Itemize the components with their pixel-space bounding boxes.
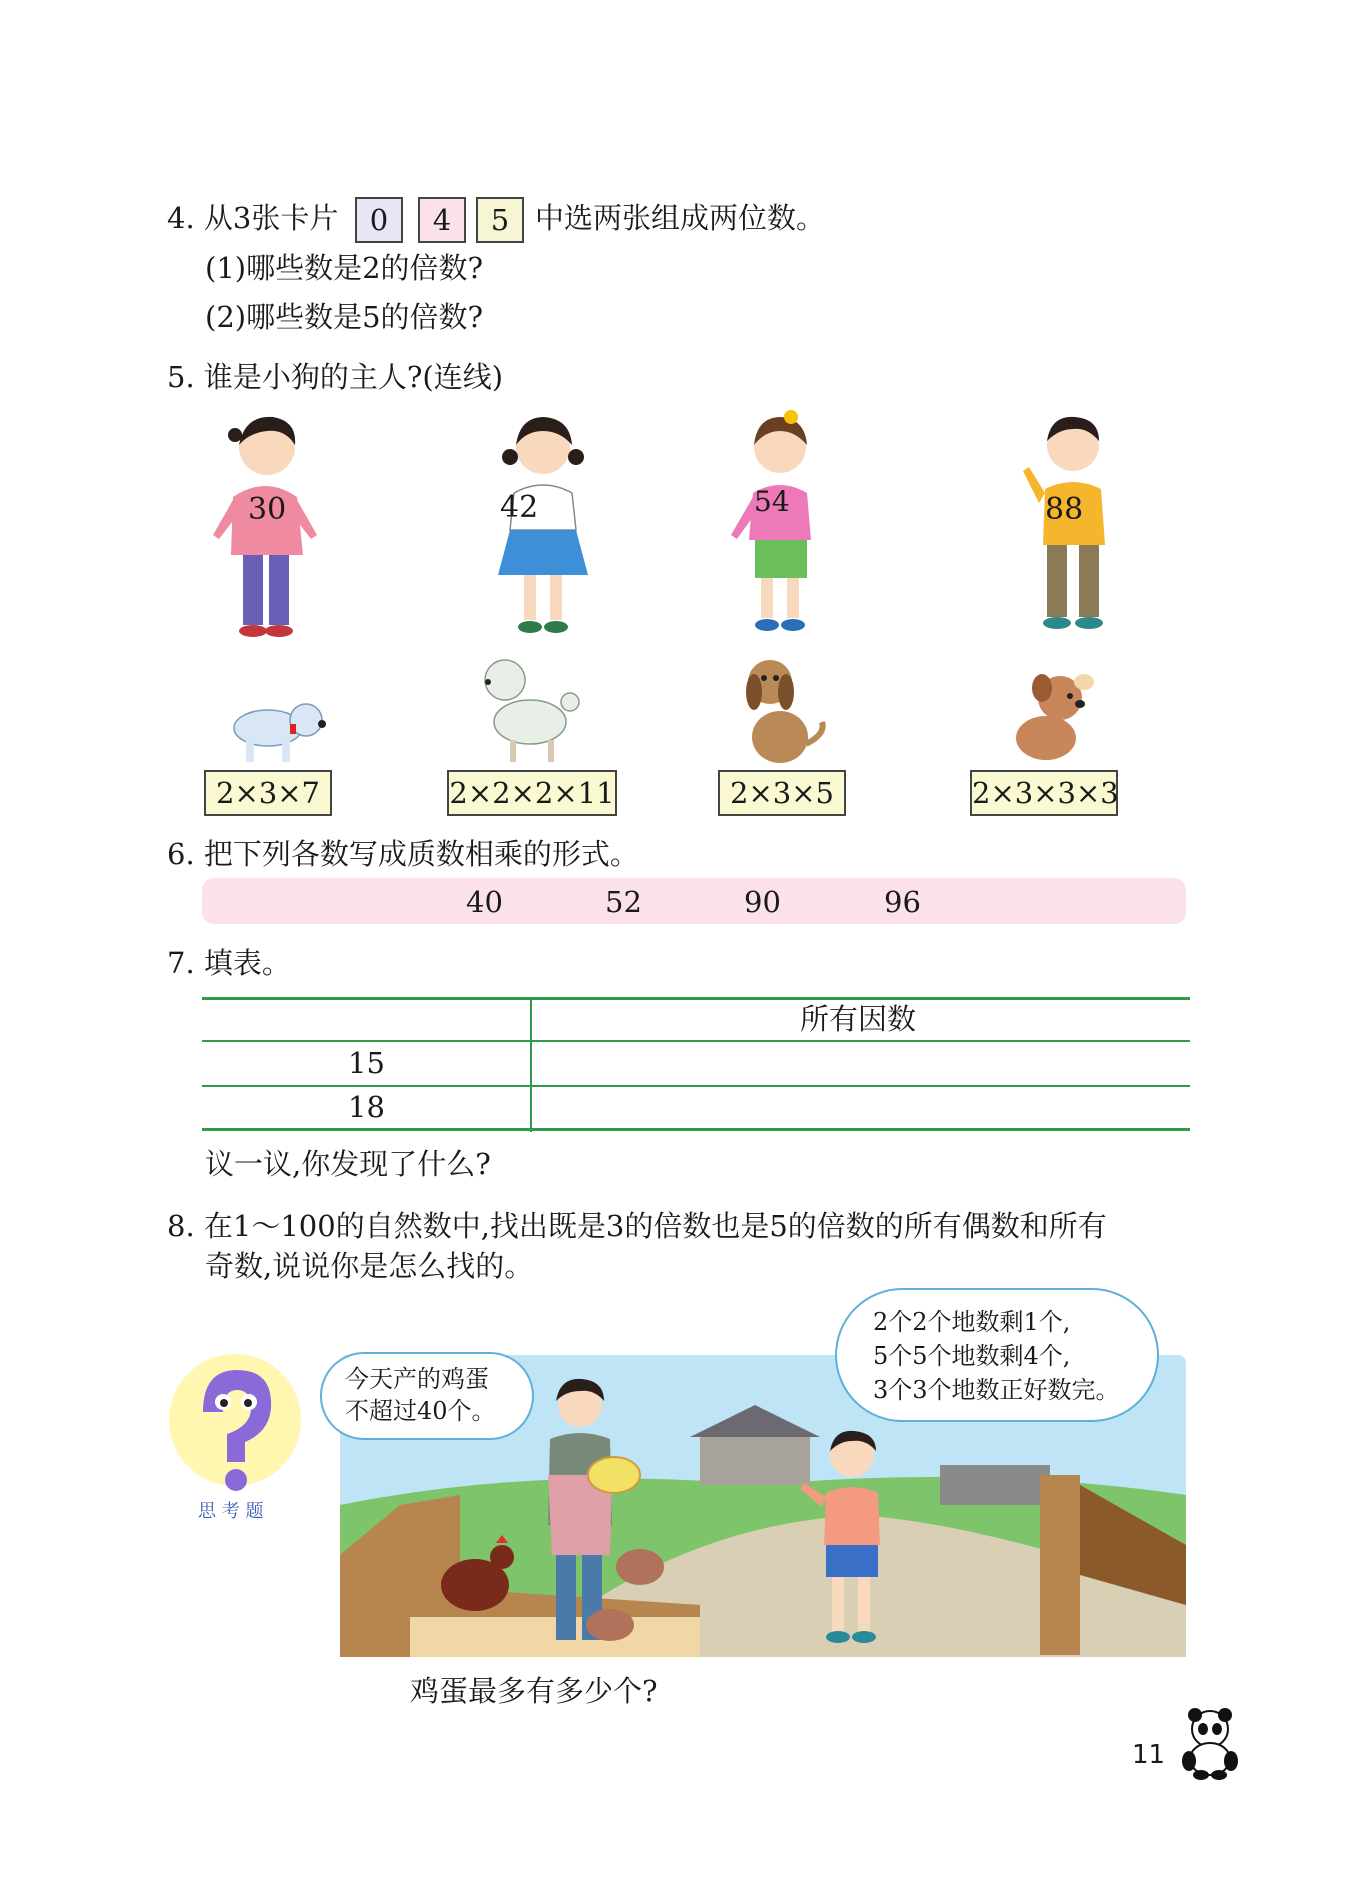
q4-suffix: 中选两张组成两位数。 [535, 201, 826, 235]
factor-box-2: 2×2×2×11 [447, 770, 617, 816]
kid-number-54: 54 [754, 485, 790, 518]
numbers-bar [202, 878, 1186, 924]
factor-box-4: 2×3×3×3 [970, 770, 1118, 816]
q4-prefix: 4. 从3张卡片 [167, 201, 339, 235]
table-row-rule-2 [202, 1085, 1190, 1087]
table-row-rule-1 [202, 1040, 1190, 1042]
q7-title: 7. 填表。 [167, 946, 291, 980]
question-mark-mascot-icon [165, 1350, 305, 1515]
dog-2-illustration [470, 652, 585, 767]
chickens-illustration [430, 1525, 700, 1655]
q5-title: 5. 谁是小狗的主人?(连线) [167, 360, 504, 394]
dog-4-illustration [1000, 670, 1100, 765]
dog-3-illustration [730, 652, 830, 767]
number-96: 96 [884, 885, 921, 919]
table-column-divider [530, 1000, 532, 1132]
thinking-question: 鸡蛋最多有多少个? [410, 1674, 658, 1708]
panda-icon [1175, 1705, 1245, 1780]
kid-number-88: 88 [1045, 492, 1084, 527]
thinking-badge-label: 思 考 题 [198, 1501, 264, 1522]
page-number: 11 [1132, 1740, 1166, 1770]
card-5: 5 [476, 197, 524, 243]
table-top-rule [202, 997, 1190, 1000]
kid-number-42: 42 [500, 490, 539, 525]
factor-box-3: 2×3×5 [718, 770, 846, 816]
boy-bubble-line2: 5个5个地数剩4个, [873, 1342, 1071, 1370]
q8-line2: 奇数,说说你是怎么找的。 [205, 1249, 534, 1283]
table-row-15: 15 [348, 1046, 385, 1080]
kid-number-30: 30 [248, 492, 287, 527]
table-bottom-rule [202, 1128, 1190, 1131]
q8-line1: 8. 在1～100的自然数中,找出既是3的倍数也是5的倍数的所有偶数和所有 [167, 1209, 1107, 1243]
table-header-factors: 所有因数 [800, 1002, 917, 1036]
boy-bubble-line3: 3个3个地数正好数完。 [873, 1376, 1120, 1404]
boy-bubble-line1: 2个2个地数剩1个, [873, 1308, 1071, 1336]
number-90: 90 [744, 885, 781, 919]
q7-discuss: 议一议,你发现了什么? [205, 1147, 491, 1181]
card-0: 0 [355, 197, 403, 243]
dog-1-illustration [218, 690, 333, 770]
boy-farm-illustration [800, 1425, 900, 1650]
q4-sub2: (2)哪些数是5的倍数? [205, 300, 484, 334]
factor-box-1: 2×3×7 [204, 770, 332, 816]
card-4: 4 [418, 197, 466, 243]
q4-sub1: (1)哪些数是2的倍数? [205, 251, 484, 285]
girl-54-illustration [725, 405, 835, 640]
table-row-18: 18 [348, 1090, 385, 1124]
q6-title: 6. 把下列各数写成质数相乘的形式。 [167, 837, 639, 871]
number-52: 52 [605, 885, 642, 919]
number-40: 40 [466, 885, 503, 919]
woman-bubble-line2: 不超过40个。 [345, 1397, 496, 1425]
woman-bubble-line1: 今天产的鸡蛋 [345, 1365, 489, 1393]
